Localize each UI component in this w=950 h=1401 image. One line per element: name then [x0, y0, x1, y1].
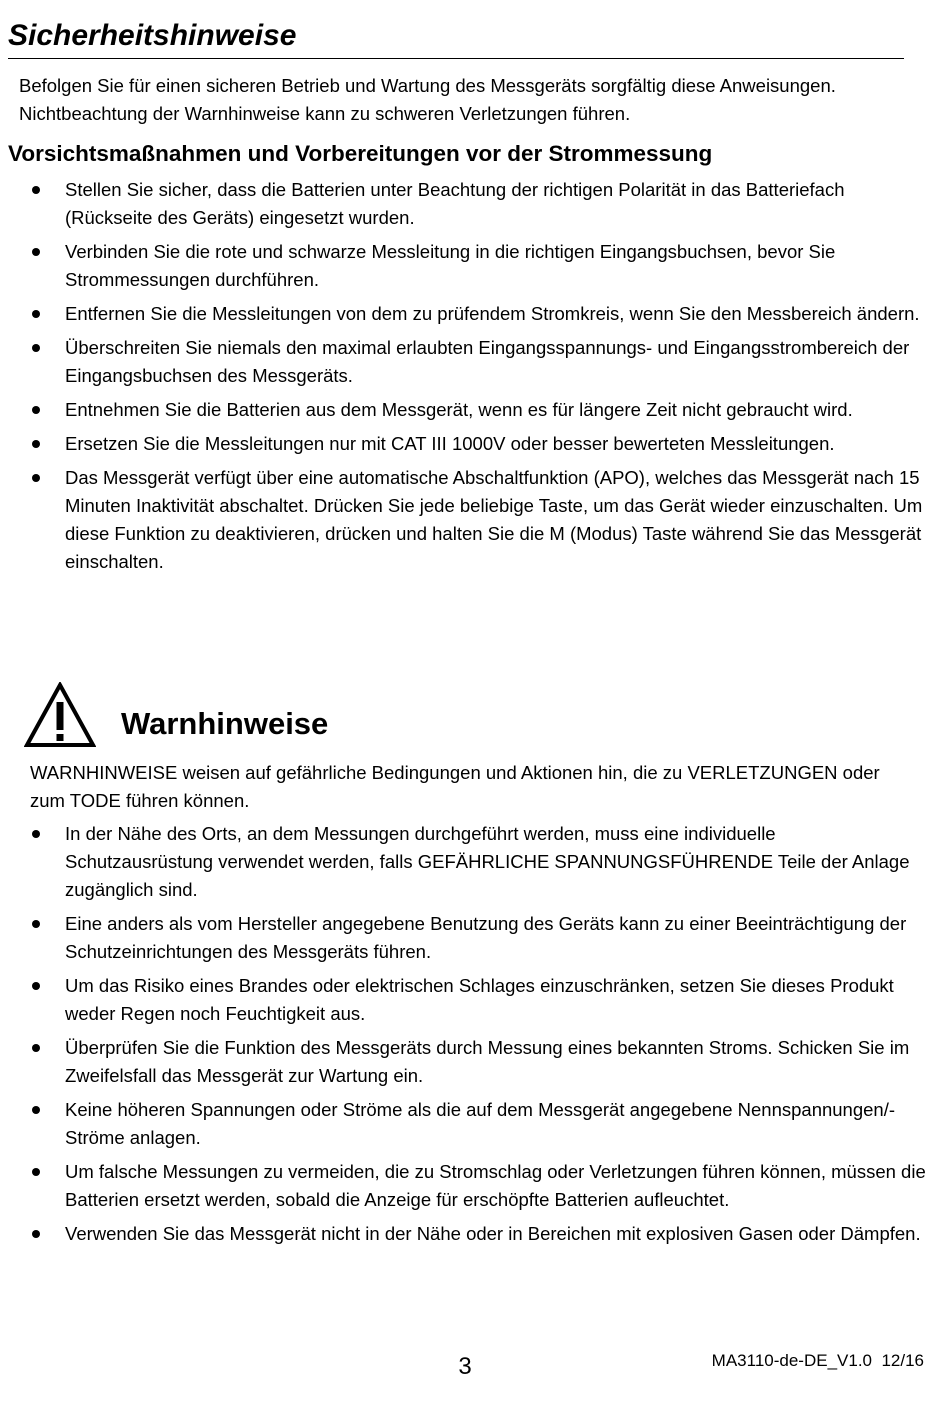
bullet-icon: [32, 440, 40, 448]
list-item: [0, 430, 927, 458]
list-item-text: Ersetzen Sie die Messleitungen nur mit CAT III 1000V oder besser bewerteten Messleitungen.: [65, 433, 835, 454]
bullet-icon: [32, 310, 40, 318]
bullet-icon: [32, 344, 40, 352]
bullet-icon: [32, 982, 40, 990]
bullet-icon: [32, 920, 40, 928]
list-item: [0, 910, 927, 966]
document-code: MA3110-de-DE_V1.0 12/16: [711, 1351, 924, 1370]
bullet-icon: [32, 474, 40, 482]
list-item: [0, 396, 927, 424]
list-item: [0, 464, 927, 576]
precautions-list: [0, 176, 930, 582]
precautions-heading: Vorsichtsmaßnahmen und Vorbereitungen vor der Strommessung: [8, 141, 713, 166]
list-item: [0, 176, 927, 232]
list-item-text: Verwenden Sie das Messgerät nicht in der Nähe oder in Bereichen mit explosiven Gasen oder Dämpfen.: [65, 1223, 921, 1244]
warnings-list: [0, 820, 930, 1254]
bullet-icon: [32, 1044, 40, 1052]
page-title: Sicherheitshinweise: [8, 16, 904, 59]
list-item: [0, 238, 927, 294]
list-item-text: Entnehmen Sie die Batterien aus dem Messgerät, wenn es für längere Zeit nicht gebraucht wird.: [65, 399, 853, 420]
list-item-text: Um falsche Messungen zu vermeiden, die zu Stromschlag oder Verletzungen führen können, müssen die Batterien ersetzt werden, sobald die Anzeige für erschöpfte Batterien aufleuchtet.: [65, 1161, 926, 1210]
list-item-text: Entfernen Sie die Messleitungen von dem zu prüfendem Stromkreis, wenn Sie den Messbereich ändern.: [65, 303, 920, 324]
list-item-text: Das Messgerät verfügt über eine automatische Abschaltfunktion (APO), welches das Messgerät nach 15 Minuten Inaktivität abschaltet. Drücken Sie jede beliebige Taste, um das Gerät wieder einzuschalten. Um diese Funktion zu deaktivieren, drücken und halten Sie die M (Modus) Taste während Sie das Messgerät einschalten.: [65, 467, 923, 572]
list-item-text: Überschreiten Sie niemals den maximal erlaubten Eingangsspannungs- und Eingangsstrombereich der Eingangsbuchsen des Messgeräts.: [65, 337, 910, 386]
list-item-text: Um das Risiko eines Brandes oder elektrischen Schlages einzuschränken, setzen Sie dieses Produkt weder Regen noch Feuchtigkeit aus.: [65, 975, 894, 1024]
list-item-text: Eine anders als vom Hersteller angegebene Benutzung des Geräts kann zu einer Beeinträchtigung der Schutzeinrichtungen des Messgeräts führen.: [65, 913, 907, 962]
list-item-text: Verbinden Sie die rote und schwarze Messleitung in die richtigen Eingangsbuchsen, bevor Sie Strommessungen durchführen.: [65, 241, 836, 290]
warning-triangle-icon: [24, 682, 96, 748]
bullet-icon: [32, 186, 40, 194]
warnings-intro: WARNHINWEISE weisen auf gefährliche Bedingungen und Aktionen hin, die zu VERLETZUNGEN oder zum TODE führen können.: [30, 762, 880, 811]
bullet-icon: [32, 248, 40, 256]
bullet-icon: [32, 1106, 40, 1114]
list-item: [0, 300, 927, 328]
list-item-text: Stellen Sie sicher, dass die Batterien unter Beachtung der richtigen Polarität in das Batteriefach (Rückseite des Geräts) eingesetzt wurden.: [65, 179, 845, 228]
warning-header: [24, 682, 424, 754]
bullet-icon: [32, 406, 40, 414]
bullet-icon: [32, 1230, 40, 1238]
list-item: [0, 1096, 927, 1152]
bullet-icon: [32, 1168, 40, 1176]
bullet-icon: [32, 830, 40, 838]
intro-paragraph: Befolgen Sie für einen sicheren Betrieb und Wartung des Messgeräts sorgfältig diese Anweisungen. Nichtbeachtung der Warnhinweise kann zu schweren Verletzungen führen.: [19, 75, 836, 124]
list-item-text: Keine höheren Spannungen oder Ströme als die auf dem Messgerät angegebene Nennspannungen/-Ströme anlagen.: [65, 1099, 896, 1148]
page-number: 3: [458, 1353, 472, 1380]
list-item: [0, 1034, 927, 1090]
list-item: [0, 1158, 927, 1214]
list-item: [0, 972, 927, 1028]
list-item: [0, 1220, 927, 1248]
warnings-heading: Warnhinweise: [121, 706, 329, 741]
list-item-text: In der Nähe des Orts, an dem Messungen durchgeführt werden, muss eine individuelle Schutzausrüstung verwendet werden, falls GEFÄHRLICHE SPANNUNGSFÜHRENDE Teile der Anlage zugänglich sind.: [65, 823, 910, 900]
list-item: [0, 334, 927, 390]
list-item-text: Überprüfen Sie die Funktion des Messgeräts durch Messung eines bekannten Stroms. Schicken Sie im Zweifelsfall das Messgerät zur Wartung ein.: [65, 1037, 910, 1086]
list-item: [0, 820, 927, 904]
